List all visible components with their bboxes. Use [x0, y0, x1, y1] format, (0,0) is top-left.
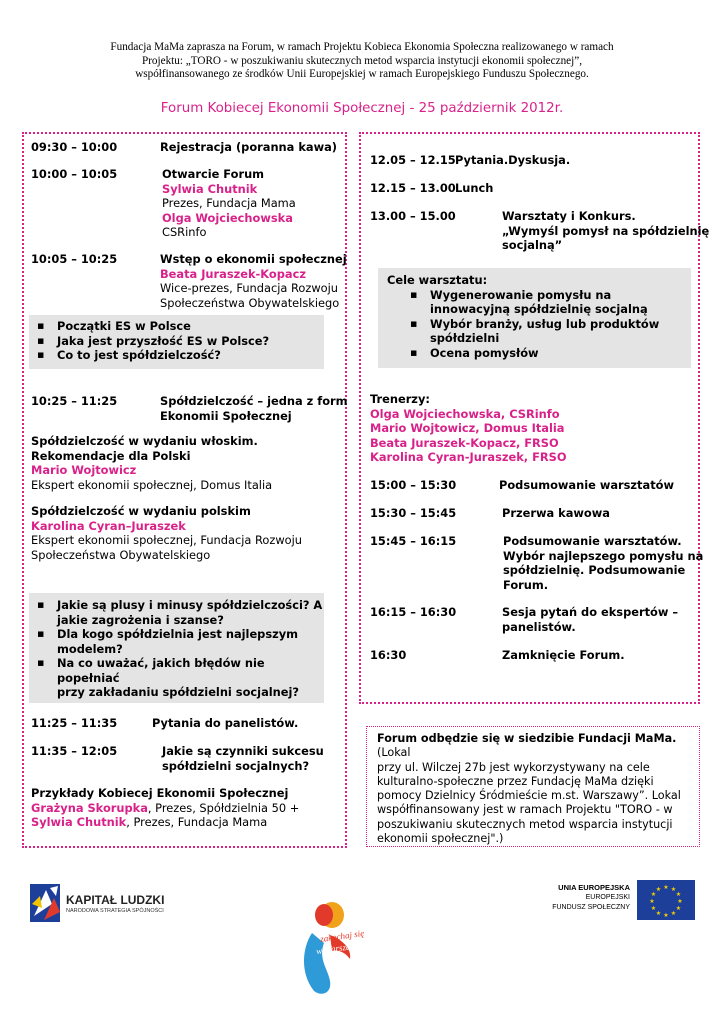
label-r3	[502, 209, 709, 253]
subheading: Przykłady Kobiecej Ekonomii Społecznej	[31, 786, 289, 800]
intro-line-3: współfinansowanego ze środków Unii Europejskiej w ramach Europejskiego Funduszu Społecznego.	[135, 68, 589, 80]
svg-text:★: ★	[663, 884, 669, 891]
speaker-role: Ekspert ekonomii społecznej, Fundacja Rozwoju	[31, 533, 303, 547]
topics-box-1	[29, 315, 324, 369]
list-item: ▪ Wybór branży, usług lub produktów spółdzielni	[402, 317, 691, 346]
block-s3	[160, 252, 347, 310]
svg-text:★: ★	[670, 886, 677, 893]
label-s2: Otwarcie Forum	[162, 167, 265, 181]
kl-title: KAPITAŁ LUDZKI	[66, 893, 165, 907]
time-r1: 12.05 – 12.15	[370, 153, 456, 167]
label-line: Podsumowanie warsztatów.	[503, 534, 682, 548]
trainer-name: Beata Juraszek-Kopacz, FRSO	[370, 435, 559, 450]
label-r7	[502, 605, 678, 634]
svg-text:★: ★	[677, 898, 683, 905]
note-bold: Forum odbędzie się w siedzibie Fundacji MaMa.	[377, 732, 677, 745]
list-item: ▪ Co to jest spółdzielczość?	[29, 348, 324, 363]
speaker-name: Olga Wojciechowska	[162, 210, 293, 225]
label-line: „Wymyśl pomysł na spółdzielnię	[502, 223, 710, 238]
svg-text:★: ★	[650, 891, 657, 898]
time-s1: 09:30 – 10:00	[31, 140, 118, 154]
page-title: Forum Kobiecej Ekonomii Społecznej - 25 październik 2012r.	[160, 101, 564, 116]
label-s4	[160, 394, 348, 423]
label-line: Sesja pytań do ekspertów –	[502, 605, 679, 619]
intro-line-2: Projektu: „TORO - w poszukiwaniu skutecznych metod wsparcia instytucji ekonomii społecznej”,	[141, 54, 583, 67]
block-s2	[162, 167, 296, 240]
list-item: ▪ Jaka jest przyszłość ES w Polsce?	[29, 334, 324, 349]
subheading: Spółdzielczość w wydaniu włoskim.	[31, 434, 258, 448]
ue-line-2: EUROPEJSKI	[585, 894, 630, 901]
list-item: ▪ Dla kogo spółdzielnia jest najlepszym modelem?	[29, 627, 324, 656]
speaker-role: Społeczeństwa Obywatelskiego	[31, 547, 211, 562]
label-r1: Pytania.Dyskusja.	[455, 153, 571, 167]
time-s3: 10:05 – 10:25	[31, 252, 118, 266]
time-s4: 10:25 – 11:25	[31, 394, 118, 408]
label-s3: Wstęp o ekonomii społecznej	[160, 252, 347, 266]
speaker-role: Prezes, Fundacja Mama	[162, 196, 296, 210]
workshop-goals-box	[378, 268, 691, 368]
svg-text:★: ★	[655, 910, 662, 917]
trainer-name: Olga Wojciechowska, CSRinfo	[370, 406, 560, 421]
list-item: ▪ Ocena pomysłów	[402, 346, 691, 361]
label-line: panelistów.	[502, 619, 576, 634]
speaker-name: Karolina Cyran–Juraszek	[31, 518, 186, 533]
zakochaj-sie-w-warszawie-logo	[292, 893, 374, 999]
svg-text:★: ★	[649, 898, 655, 905]
wa-text-line-2: w Warszawie	[315, 939, 364, 957]
label-s1: Rejestracja (poranna kawa)	[160, 140, 337, 154]
speaker-role: CSRinfo	[162, 225, 207, 239]
label-line: Warsztaty i Konkurs.	[502, 209, 636, 223]
note-line: pomocy Dzielnicy Śródmieście m.st. Warszawy”. Lokal	[377, 789, 681, 803]
svg-text:★: ★	[670, 910, 677, 917]
time-r7: 16:15 – 16:30	[370, 605, 457, 619]
svg-text:★: ★	[675, 905, 682, 912]
label-line: spółdzielni socjalnych?	[162, 758, 310, 773]
label-r8: Zamknięcie Forum.	[502, 648, 625, 662]
trainer-name: Karolina Cyran-Juraszek, FRSO	[370, 450, 567, 464]
list-item: ▪ Wygenerowanie pomysłu na innowacyjną spółdzielnię socjalną	[402, 288, 691, 317]
list-item: ▪ Początki ES w Polsce	[29, 319, 324, 334]
label-line: Forum.	[503, 577, 549, 592]
time-r2: 12.15 – 13.00	[370, 181, 456, 195]
speaker-name: Mario Wojtowicz	[31, 463, 137, 477]
speaker-role: Społeczeństwa Obywatelskiego	[160, 295, 340, 310]
wa-text-line-1: zakochaj się	[319, 927, 365, 945]
speaker-role: Wice-prezes, Fundacja Rozwoju	[160, 281, 339, 295]
note-line: kulturalno-społeczne przez Fundację MaMa dzięki	[377, 774, 654, 788]
time-r5: 15:30 – 15:45	[370, 506, 457, 520]
time-s6: 11:35 – 12:05	[31, 744, 118, 758]
svg-text:★: ★	[663, 912, 669, 919]
label-r5: Przerwa kawowa	[502, 506, 610, 520]
trainer-name: Mario Wojtowicz, Domus Italia	[370, 421, 565, 435]
note-line: współfinansowany jest w ramach Projektu "TORO - w	[377, 803, 673, 817]
subheading: Spółdzielczość w wydaniu polskim	[31, 504, 251, 518]
topics-box-2	[29, 593, 324, 703]
label-s5: Pytania do panelistów.	[152, 716, 299, 730]
label-line: socjalną”	[502, 238, 563, 252]
svg-text:★: ★	[650, 905, 657, 912]
poland-block	[31, 504, 302, 562]
eu-efs-logo	[538, 876, 698, 928]
speaker-name: Beata Juraszek-Kopacz	[160, 266, 306, 281]
label-r2: Lunch	[455, 181, 494, 195]
time-r3: 13.00 – 15.00	[370, 209, 456, 223]
label-line: spółdzielnię. Podsumowanie	[503, 563, 686, 577]
list-item: ▪ Jakie są plusy i minusy spółdzielczości? A jakie zagrożenia i szanse?	[29, 598, 324, 627]
trainers-block	[370, 392, 567, 465]
venue-note	[377, 732, 697, 846]
example-line: Grażyna Skorupka, Prezes, Spółdzielnia 50 +	[31, 800, 300, 815]
svg-text:★: ★	[675, 891, 682, 898]
time-s5: 11:25 – 11:35	[31, 716, 118, 730]
italy-block	[31, 434, 272, 492]
time-r4: 15:00 – 15:30	[370, 478, 457, 492]
label-line: Wybór najlepszego pomysłu na	[503, 548, 704, 563]
note-line: przy ul. Wilczej 27b jest wykorzystywany na cele	[377, 760, 650, 774]
intro-text	[60, 41, 664, 82]
note-line: (Lokal	[377, 746, 411, 760]
svg-text:★: ★	[655, 886, 662, 893]
intro-line-1: Fundacja MaMa zaprasza na Forum, w ramach Projektu Kobieca Ekonomia Społeczna realizowanego w ramach	[110, 41, 614, 53]
label-line: Jakie są czynniki sukcesu	[162, 744, 324, 758]
note-line: poszukiwaniu skutecznych metod wsparcia instytucji	[377, 817, 673, 831]
speaker-role: Ekspert ekonomii społecznej, Domus Italia	[31, 477, 273, 492]
note-line: ekonomii społecznej".)	[377, 832, 504, 846]
label-r4: Podsumowanie warsztatów	[499, 478, 674, 492]
kapital-ludzki-logo	[30, 876, 230, 928]
ue-line-1: UNIA EUROPEJSKA	[558, 883, 630, 892]
example-line: Sylwia Chutnik, Prezes, Fundacja Mama	[31, 815, 268, 829]
trainers-heading: Trenerzy:	[370, 392, 430, 406]
kl-subtitle: NARODOWA STRATEGIA SPÓJNOŚCI	[66, 908, 164, 914]
time-r6: 15:45 – 16:15	[370, 534, 457, 548]
eu-flag-icon	[637, 880, 695, 920]
subheading: Rekomendacje dla Polski	[31, 448, 191, 463]
label-s6	[162, 744, 324, 773]
label-line: Ekonomii Społecznej	[160, 408, 292, 423]
time-r8: 16:30	[370, 648, 407, 662]
goals-heading: Cele warsztatu:	[387, 273, 488, 287]
examples-block	[31, 786, 299, 830]
time-s2: 10:00 – 10:05	[31, 167, 118, 181]
label-r6	[503, 534, 703, 592]
ue-line-3: FUNDUSZ SPOŁECZNY	[552, 904, 630, 911]
label-line: Spółdzielczość – jedna z form	[160, 394, 348, 408]
speaker-name: Sylwia Chutnik	[162, 181, 258, 196]
list-item: ▪ Na co uważać, jakich błędów nie popełniać przy zakładaniu spółdzielni socjalnej?	[29, 656, 324, 700]
